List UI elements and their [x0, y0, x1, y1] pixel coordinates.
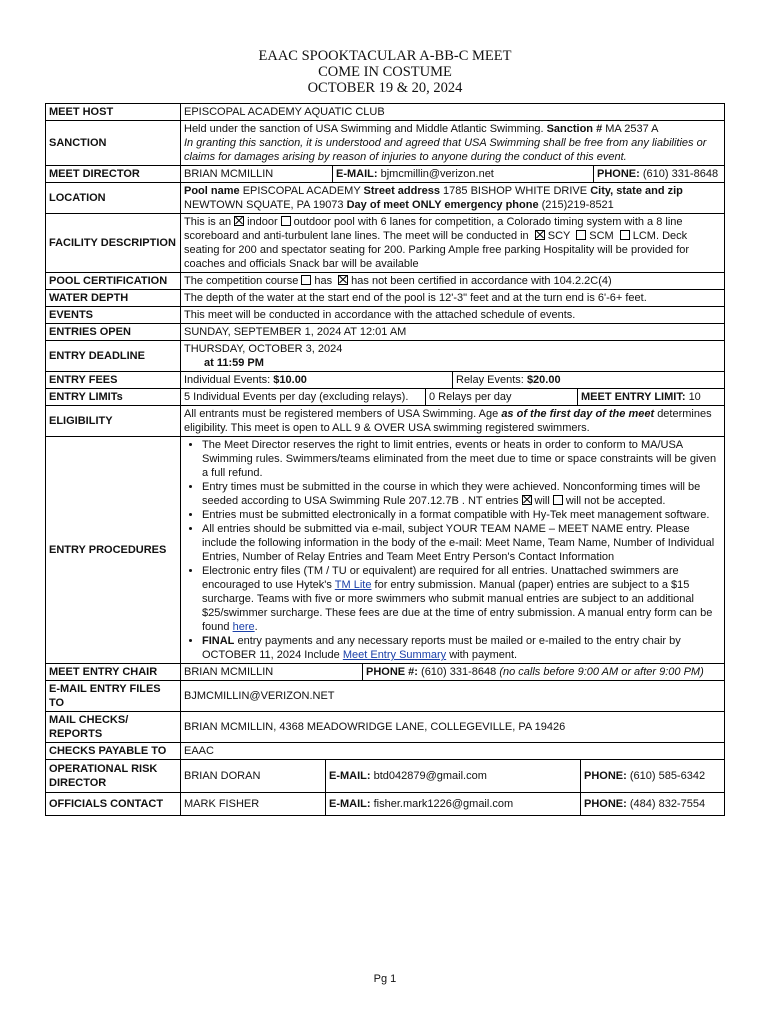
surcharge-text: for entry submission. Manual (paper) entries are subject to a $15 surcharge. Teams with five or more swimmers who submit manual entries are subject to an additional $25/swimmer surcharge. These fees are due at the time of entry submission. A manual entry form can be found: [202, 579, 713, 633]
entries-open-label: ENTRIES OPEN: [46, 324, 181, 341]
pool-cert-label: POOL CERTIFICATION: [46, 273, 181, 290]
row-facility: [46, 214, 725, 273]
row-ops-risk: [46, 760, 725, 793]
entry-fees-label: ENTRY FEES: [46, 372, 181, 389]
row-entry-chair: [46, 664, 725, 681]
document-title: [0, 48, 770, 96]
facility-label: FACILITY DESCRIPTION: [46, 214, 181, 273]
individual-fee-label: Individual Events:: [184, 374, 271, 386]
title-line-2: COME IN COSTUME: [318, 64, 452, 80]
location-label: LOCATION: [46, 183, 181, 214]
deadline-time: at 11:59 PM: [204, 357, 264, 369]
has-not-label: has not been certified in accordance with 104.2.2C(4): [351, 275, 612, 287]
outdoor-checkbox[interactable]: [281, 216, 291, 226]
nt-will-not-label: will not be accepted.: [565, 495, 666, 507]
email-entry-value: BJMCMILLIN@VERIZON.NET: [181, 681, 725, 712]
emergency-phone: (215)219-8521: [541, 199, 614, 211]
meet-director-cell: [181, 166, 725, 183]
title-line-3: OCTOBER 19 & 20, 2024: [307, 80, 463, 96]
outdoor-label: outdoor pool with 6 lanes for competition, a Colorado timing system with a 8 line scoreboard and anti-turbulent lane lines. The meet will be conducted in: [184, 216, 683, 242]
sanction-number-label: Sanction #: [546, 123, 603, 135]
water-depth-value: The depth of the water at the start end of the pool is 12'-3" feet and at the turn end is 6'-6+ feet.: [181, 290, 725, 307]
lcm-checkbox[interactable]: [620, 230, 630, 240]
meet-host-value: EPISCOPAL ACADEMY AQUATIC CLUB: [181, 104, 725, 121]
final-label: FINAL: [202, 635, 235, 647]
ops-risk-email: [326, 760, 581, 792]
individual-limit: 5 Individual Events per day (excluding relays).: [184, 391, 409, 403]
emergency-phone-label: Day of meet ONLY emergency phone: [346, 199, 539, 211]
events-label: EVENTS: [46, 307, 181, 324]
meet-director-label: MEET DIRECTOR: [46, 166, 181, 183]
row-location: [46, 183, 725, 214]
events-value: This meet will be conducted in accordance with the attached schedule of events.: [181, 307, 725, 324]
electronic-entry-text: Electronic entry files (TM / TU or equivalent) are required for all entries. Unattached swimmers are encouraged to use Hytek's: [202, 565, 679, 591]
row-meet-host: [46, 104, 725, 121]
row-pool-certification: [46, 273, 725, 290]
indoor-label: indoor: [247, 216, 278, 228]
officials-name: MARK FISHER: [184, 798, 260, 810]
mail-checks-value: BRIAN MCMILLIN, 4368 MEADOWRIDGE LANE, COLLEGEVILLE, PA 19426: [181, 712, 725, 743]
meet-entry-limit: [578, 389, 725, 405]
eligibility-text-2: determines eligibility. This meet is open to ALL 9 & OVER USA swimming registered swimmers.: [184, 408, 712, 434]
entry-procedures-label: ENTRY PROCEDURES: [46, 437, 181, 664]
nt-will-not-checkbox[interactable]: [553, 495, 563, 505]
officials-email-value: fisher.mark1226@gmail.com: [373, 798, 514, 810]
list-item: [202, 480, 721, 508]
sanction-number: MA 2537 A: [605, 123, 659, 135]
entry-chair-phone: [363, 664, 725, 680]
eligibility-text-1: All entrants must be registered members of USA Swimming. Age: [184, 408, 499, 420]
officials-phone-value: (484) 832-7554: [629, 798, 706, 810]
has-checkbox[interactable]: [301, 275, 311, 285]
meet-limit-value: 10: [688, 391, 701, 403]
entry-deadline-label: ENTRY DEADLINE: [46, 341, 181, 372]
entry-limits-label: ENTRY LIMITs: [46, 389, 181, 406]
procedures-list: [184, 438, 721, 662]
individual-fee-value: $10.00: [273, 374, 307, 386]
indoor-checkbox[interactable]: [234, 216, 244, 226]
sanction-text: Held under the sanction of USA Swimming and Middle Atlantic Swimming.: [184, 123, 544, 135]
eligibility-label: ELIGIBILITY: [46, 406, 181, 437]
checks-payable-value: EAAC: [181, 743, 725, 760]
row-events: [46, 307, 725, 324]
officials-cell: [181, 793, 725, 816]
list-item: • Electronic entry files (TM / TU or equivalent) are required for all entries. Unattached swimmers are encouraged to use Hytek's TM Lite for entry submission. Manual (paper) entries are subject to a $15 surcharge. Teams with five or more swimmers who submit manual entries are subject to an additional $25/swimmer surcharge. These fees are due at the time of entry submission. A manual entry form can be found here.: [202, 564, 721, 634]
street-value: 1785 BISHOP WHITE DRIVE: [443, 185, 588, 197]
list-item: • All entries should be submitted via e-mail, subject YOUR TEAM NAME – MEET NAME entry. Please include the following information in the body of the e-mail: Meet Name, Team Name, Number of Individual Entries, Number of Relay Entries and Team Meet Entry Person's Contact Information: [202, 522, 721, 564]
facility-text-2: Deck seating for 200 and spectator seating for 200. Parking Ample free parking Hospitality will be provided for coaches and officials Snack bar will be available: [184, 230, 690, 270]
scm-checkbox[interactable]: [576, 230, 586, 240]
row-entry-procedures: [46, 437, 725, 664]
entries-open-value: SUNDAY, SEPTEMBER 1, 2024 AT 12:01 AM: [181, 324, 725, 341]
mail-checks-label: MAIL CHECKS/ REPORTS: [46, 712, 181, 743]
row-entry-deadline: [46, 341, 725, 372]
meet-director-name: BRIAN MCMILLIN: [184, 168, 274, 180]
row-eligibility: [46, 406, 725, 437]
entry-procedures-value: [181, 437, 725, 664]
entry-deadline-value: [181, 341, 725, 372]
row-water-depth: [46, 290, 725, 307]
deadline-date: THURSDAY, OCTOBER 3, 2024: [184, 343, 343, 355]
checks-payable-label: CHECKS PAYABLE TO: [46, 743, 181, 760]
facility-value: [181, 214, 725, 273]
has-not-checkbox[interactable]: [338, 275, 348, 285]
entry-chair-label: MEET ENTRY CHAIR: [46, 664, 181, 681]
row-officials: [46, 793, 725, 816]
final-payment-text: entry payments and any necessary reports must be mailed or e-mailed to the entry chair by OCTOBER 11, 2024 Include: [202, 635, 681, 661]
sanction-disclaimer: In granting this sanction, it is understood and agreed that USA Swimming shall be free from any liabilities or claims for damages arising by reason of injuries to anyone during the conduct of this event.: [184, 137, 707, 163]
water-depth-label: WATER DEPTH: [46, 290, 181, 307]
ops-email-value: btd042879@gmail.com: [373, 770, 487, 782]
ops-risk-label: OPERATIONAL RISK DIRECTOR: [46, 760, 181, 793]
sanction-value: [181, 121, 725, 166]
has-label: has: [314, 275, 333, 287]
relay-fee: [453, 372, 725, 388]
email-value: bjmcmillin@verizon.net: [380, 168, 494, 180]
pool-name: EPISCOPAL ACADEMY: [242, 185, 361, 197]
pool-name-label: Pool name: [184, 185, 240, 197]
meet-host-label: MEET HOST: [46, 104, 181, 121]
meet-limit-label: MEET ENTRY LIMIT:: [581, 391, 686, 403]
ops-email-label: E-MAIL:: [329, 770, 371, 782]
nt-will-checkbox[interactable]: [522, 495, 532, 505]
officials-email: [326, 793, 581, 815]
manual-entry-form-link[interactable]: here: [232, 621, 255, 633]
relay-fee-value: $20.00: [526, 374, 561, 386]
row-meet-director: [46, 166, 725, 183]
email-label: E-MAIL:: [336, 168, 378, 180]
row-entry-fees: [46, 372, 725, 389]
with-payment-text: with payment.: [449, 649, 518, 661]
officials-email-label: E-MAIL:: [329, 798, 371, 810]
nt-entries-text: Entry times must be submitted in the course in which they were achieved. Nonconforming times will be seeded according to USA Swimming Rule 207.12.7B . NT entries: [202, 481, 701, 507]
lcm-label: LCM.: [632, 230, 660, 242]
individual-fee: [181, 372, 453, 388]
email-entry-label: E-MAIL ENTRY FILES TO: [46, 681, 181, 712]
ops-phone-value: (610) 585-6342: [629, 770, 706, 782]
entry-limits-cell: [181, 389, 725, 406]
entry-chair-phone-label: PHONE #:: [366, 666, 418, 678]
meet-director-phone: [594, 166, 725, 182]
phone-value: (610) 331-8648: [642, 168, 719, 180]
city-label: City, state and zip: [590, 185, 683, 197]
list-item: • The Meet Director reserves the right to limit entries, events or heats in order to conform to MA/USA Swimming rules. Swimmers/teams eliminated from the meet due to time or space constraints will be given a full refund.: [202, 438, 721, 480]
eligibility-value: [181, 406, 725, 437]
facility-text-1: This is an: [184, 216, 232, 228]
ops-phone-label: PHONE:: [584, 770, 627, 782]
ops-risk-phone: [581, 760, 725, 792]
officials-phone-label: PHONE:: [584, 798, 627, 810]
sanction-label: SANCTION: [46, 121, 181, 166]
row-mail-checks: [46, 712, 725, 743]
entry-chair-cell: [181, 664, 725, 681]
scm-label: SCM: [589, 230, 614, 242]
ops-risk-name: BRIAN DORAN: [184, 770, 261, 782]
relay-limit: 0 Relays per day: [426, 389, 578, 405]
scy-checkbox[interactable]: [535, 230, 545, 240]
row-entry-limits: [46, 389, 725, 406]
list-item: [202, 634, 721, 662]
phone-label: PHONE:: [597, 168, 640, 180]
pool-cert-value: [181, 273, 725, 290]
row-entries-open: [46, 324, 725, 341]
entry-fees-cell: [181, 372, 725, 389]
ops-risk-cell: [181, 760, 725, 793]
nt-will-label: will: [534, 495, 550, 507]
officials-phone: [581, 793, 725, 815]
entry-chair-name: BRIAN MCMILLIN: [184, 666, 274, 678]
entry-chair-note: (no calls before 9:00 AM or after 9:00 PM): [499, 666, 704, 678]
scy-label: SCY: [547, 230, 571, 242]
city-value: NEWTOWN SQUATE, PA 19073: [184, 199, 344, 211]
officials-label: OFFICIALS CONTACT: [46, 793, 181, 816]
page-number: Pg 1: [373, 973, 397, 985]
entry-chair-phone-value: (610) 331-8648: [421, 666, 497, 678]
relay-fee-label: Relay Events:: [456, 374, 524, 386]
eligibility-emphasis: as of the first day of the meet: [501, 408, 655, 420]
tm-lite-link[interactable]: TM Lite: [334, 579, 372, 591]
meet-director-email: [333, 166, 594, 182]
row-email-entry: [46, 681, 725, 712]
list-item: • Entries must be submitted electronically in a format compatible with Hy-Tek meet management software.: [202, 508, 721, 522]
row-sanction: [46, 121, 725, 166]
row-checks-payable: [46, 743, 725, 760]
pool-cert-text: The competition course: [184, 275, 299, 287]
meet-info-table: [45, 103, 725, 816]
location-value: [181, 183, 725, 214]
title-line-1: EAAC SPOOKTACULAR A-BB-C MEET: [258, 48, 512, 64]
meet-entry-summary-link[interactable]: Meet Entry Summary: [342, 649, 447, 661]
street-label: Street address: [363, 185, 440, 197]
